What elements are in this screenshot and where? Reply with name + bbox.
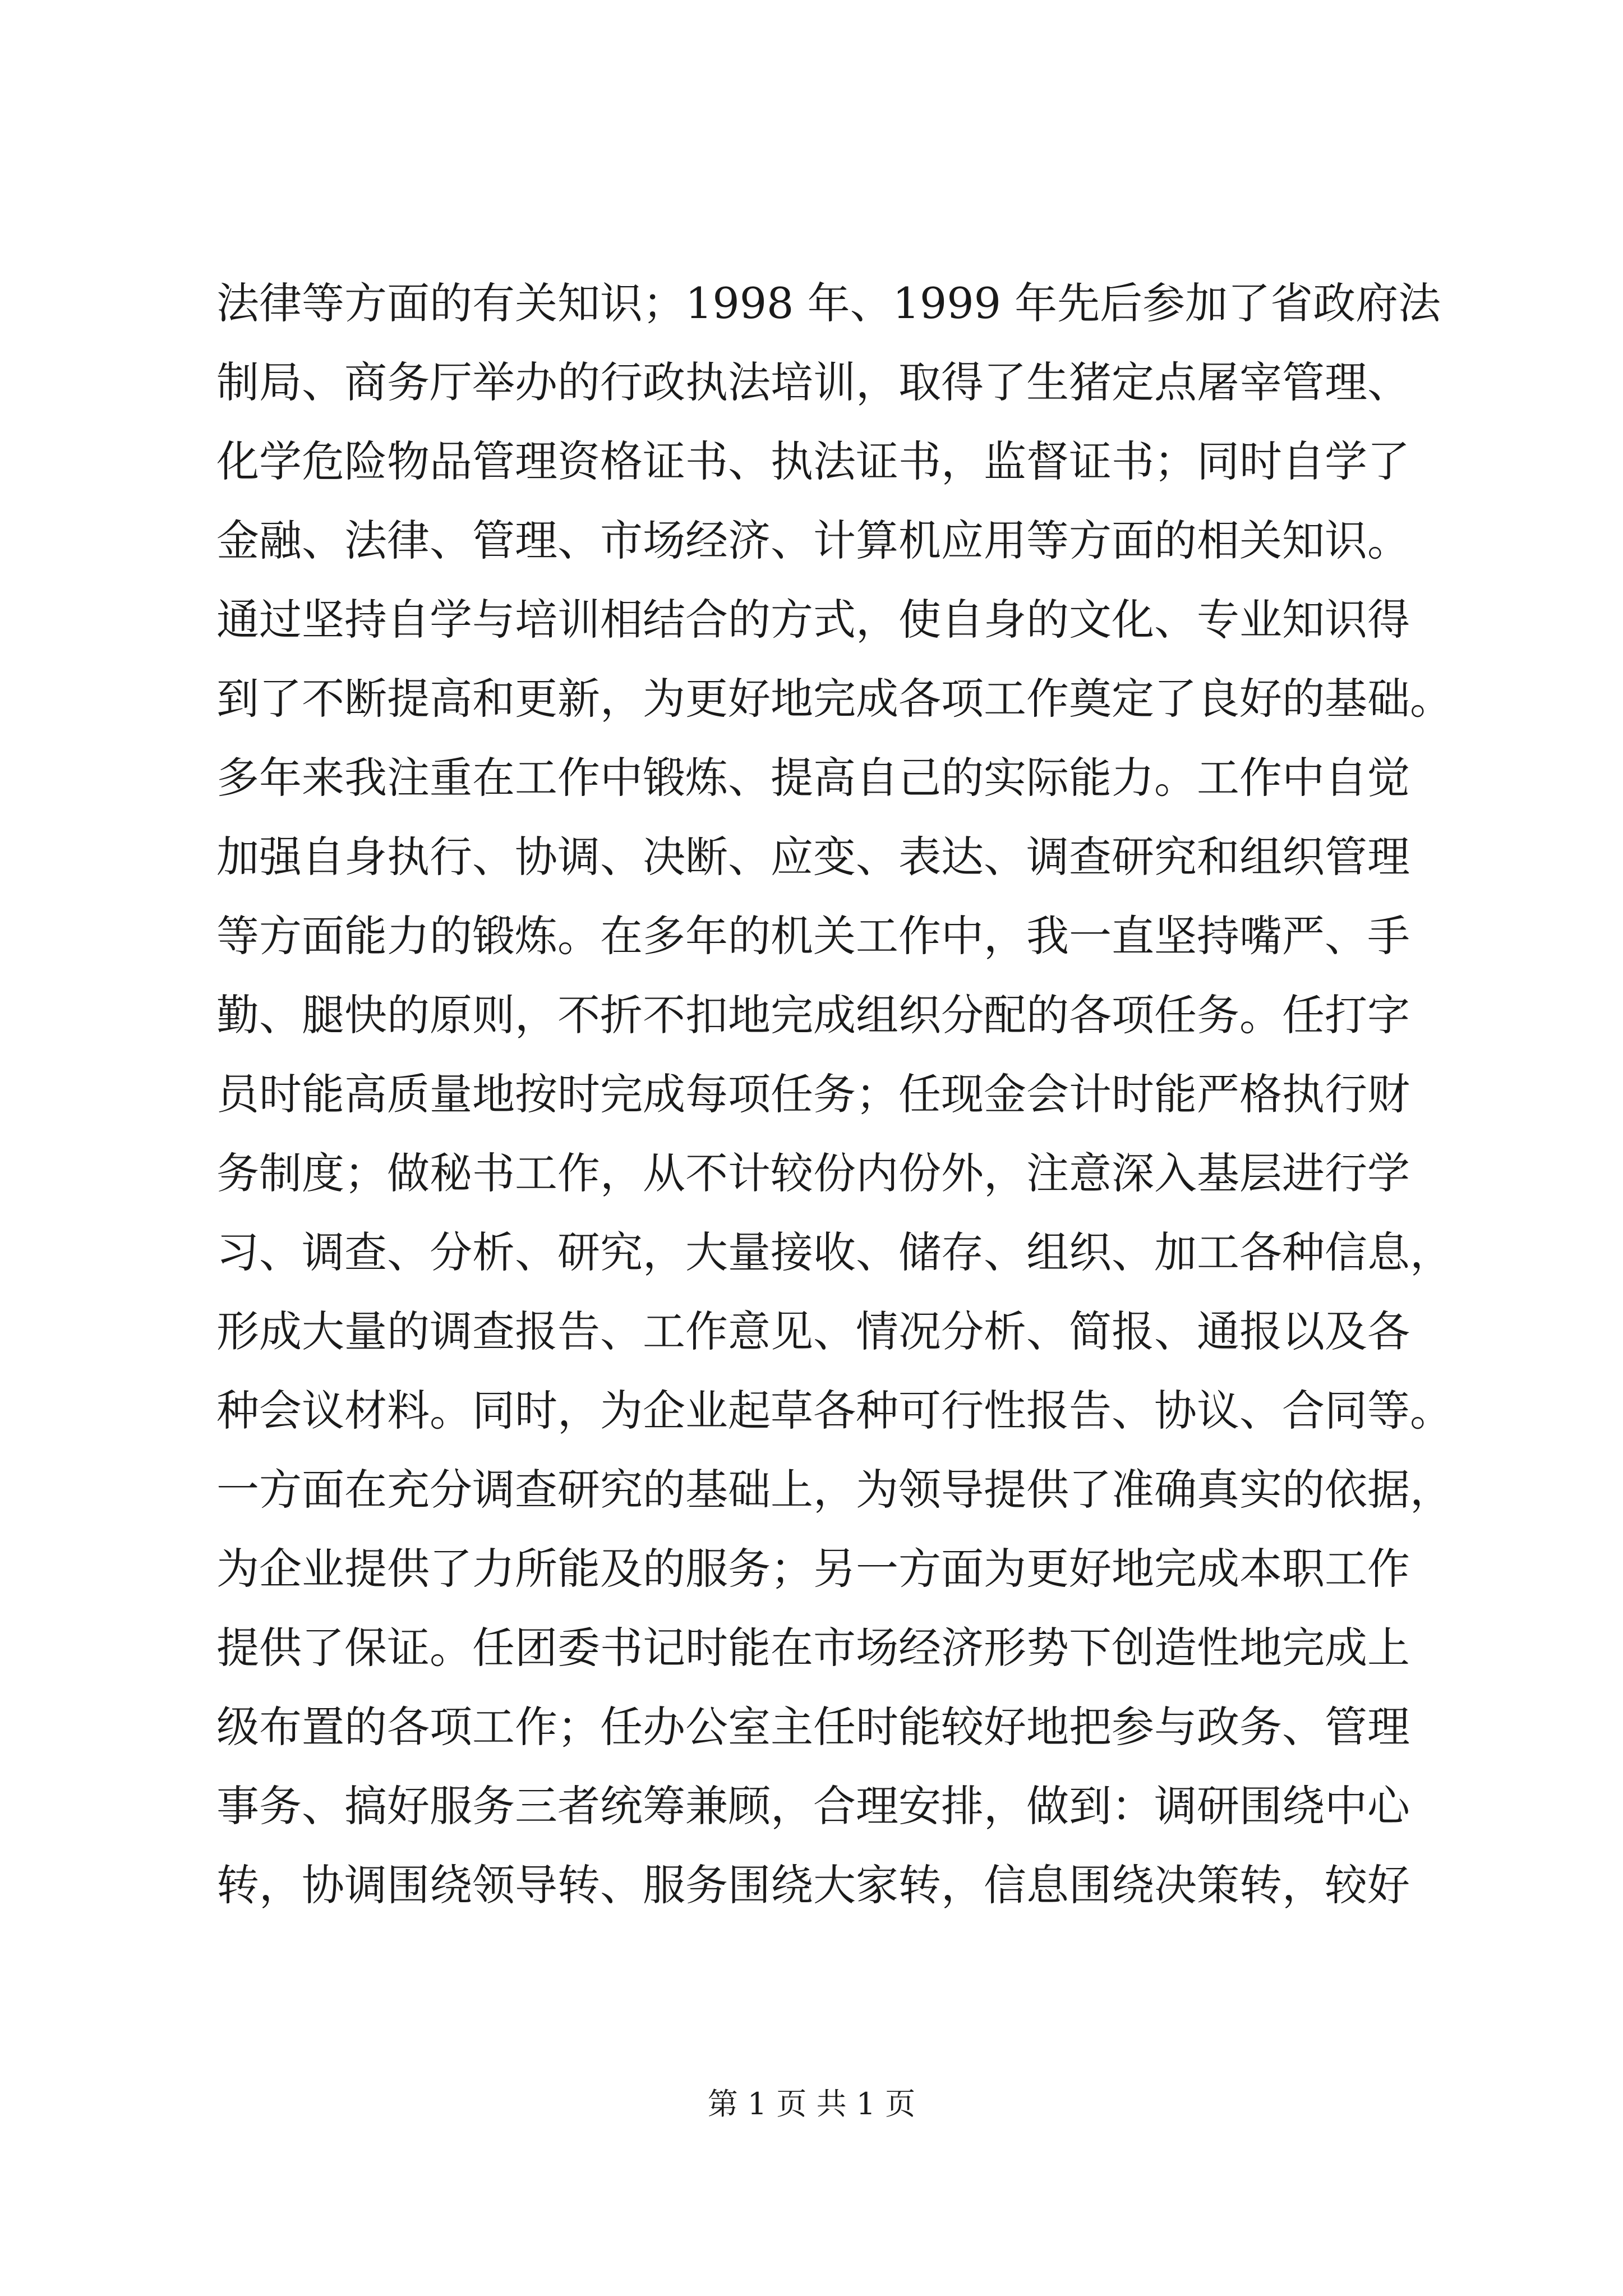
page-number-footer: 第 1 页 共 1 页 [707,2086,916,2122]
text-line: 一方面在充分调查研究的基础上，为领导提供了准确真实的依据， [216,1465,1453,1515]
text-line: 种会议材料。同时，为企业起草各种可行性报告、协议、合同等。 [216,1386,1453,1435]
text-line: 形成大量的调查报告、工作意见、情况分析、简报、通报以及各 [216,1306,1410,1356]
text-line: 事务、搞好服务三者统筹兼顾，合理安排，做到：调研围绕中心 [216,1781,1410,1831]
text-line: 化学危险物品管理资格证书、执法证书，监督证书；同时自学了 [216,436,1410,486]
text-line: 加强自身执行、协调、决断、应变、表达、调查研究和组织管理 [216,832,1410,882]
text-line: 级布置的各项工作；任办公室主任时能较好地把参与政务、管理 [216,1702,1410,1752]
text-line: 法律等方面的有关知识；1998 年、1999 年先后参加了省政府法 [216,278,1441,328]
text-line: 等方面能力的锻炼。在多年的机关工作中，我一直坚持嘴严、手 [216,911,1410,961]
text-line: 习、调查、分析、研究，大量接收、储存、组织、加工各种信息， [216,1227,1453,1277]
text-line: 通过坚持自学与培训相结合的方式，使自身的文化、专业知识得 [216,595,1410,645]
text-line: 多年来我注重在工作中锻炼、提高自己的实际能力。工作中自觉 [216,753,1410,803]
text-line: 转，协调围绕领导转、服务围绕大家转，信息围绕决策转，较好 [216,1860,1410,1910]
text-line: 务制度；做秘书工作，从不计较份内份外，注意深入基层进行学 [216,1148,1410,1198]
body-text [216,264,1453,1925]
text-line: 金融、法律、管理、市场经济、计算机应用等方面的相关知识。 [216,516,1410,565]
text-line: 提供了保证。任团委书记时能在市场经济形势下创造性地完成上 [216,1623,1410,1673]
text-line: 制局、商务厅举办的行政执法培训，取得了生猪定点屠宰管理、 [216,357,1410,407]
text-line: 到了不断提高和更新，为更好地完成各项工作奠定了良好的基础。 [216,674,1453,724]
text-line: 员时能高质量地按时完成每项任务；任现金会计时能严格执行财 [216,1069,1410,1119]
text-line: 勤、腿快的原则，不折不扣地完成组织分配的各项任务。任打字 [216,990,1410,1040]
text-line: 为企业提供了力所能及的服务；另一方面为更好地完成本职工作 [216,1544,1410,1594]
